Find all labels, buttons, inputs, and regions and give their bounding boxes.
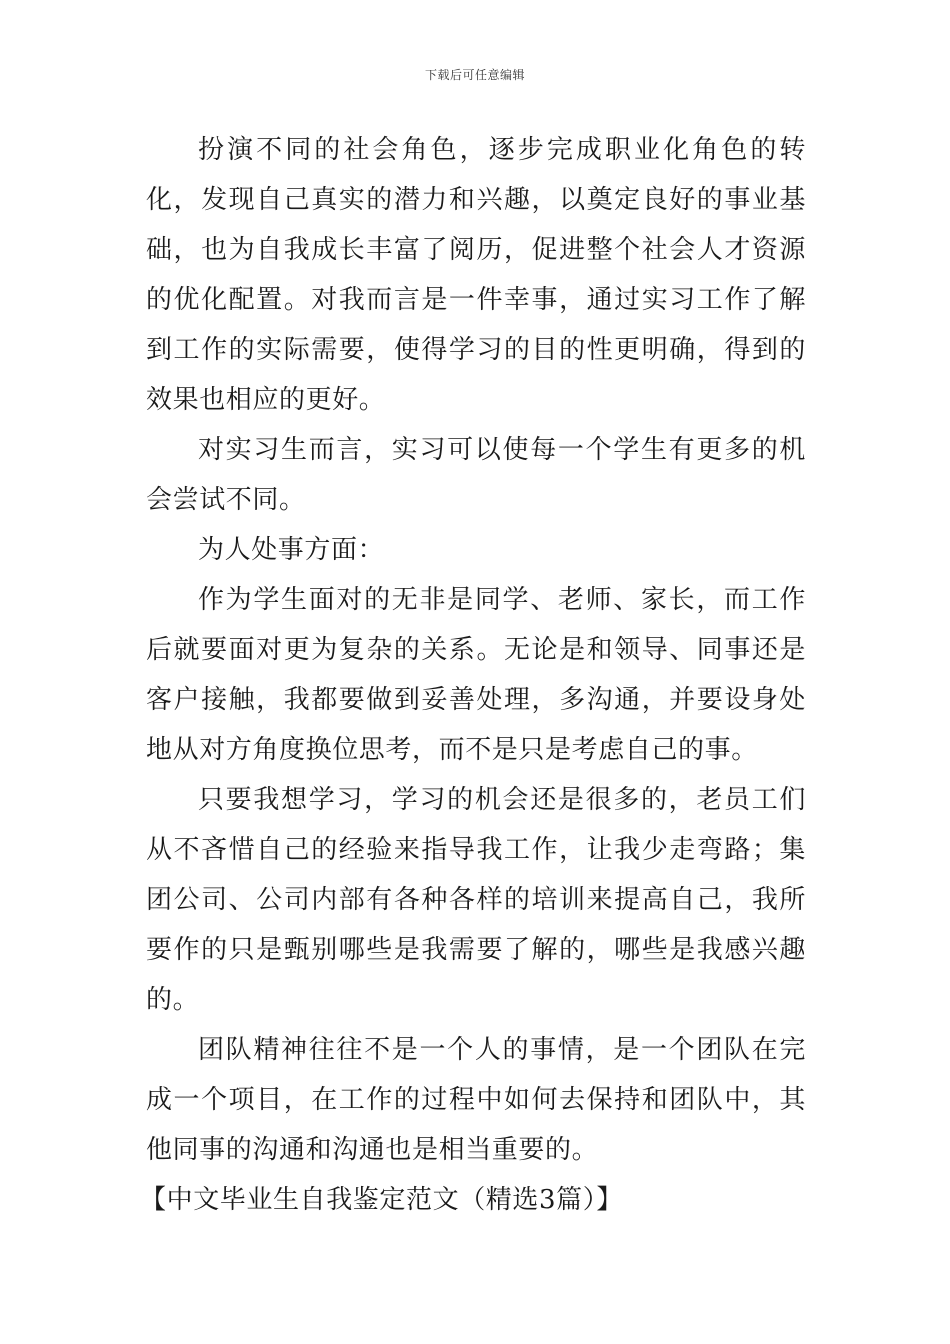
paragraph-relationships: 作为学生面对的无非是同学、老师、家长，而工作后就要面对更为复杂的关系。无论是和领导、同事还是客户接触，我都要做到妥善处理，多沟通，并要设身处地从对方角度换位思考，而不是只是考虑自己的事。 [146,585,806,765]
paragraph-teamwork: 团队精神往往不是一个人的事情，是一个团队在完成一个项目，在工作的过程中如何去保持和团队中，其他同事的沟通和沟通也是相当重要的。 [146,1035,806,1165]
paragraph-role-transition: 扮演不同的社会角色，逐步完成职业化角色的转化，发现自己真实的潜力和兴趣，以奠定良好的事业基础，也为自我成长丰富了阅历，促进整个社会人才资源的优化配置。对我而言是一件幸事，通过实习工作了解到工作的实际需要，使得学习的目的性更明确，得到的效果也相应的更好。 [146,135,806,415]
section-heading: 【中文毕业生自我鉴定范文（精选3篇）】 [140,1185,623,1215]
document-body [140,125,806,1225]
paragraph-learning: 只要我想学习，学习的机会还是很多的，老员工们从不吝惜自己的经验来指导我工作，让我少走弯路；集团公司、公司内部有各种各样的培训来提高自己，我所要作的只是甄别哪些是我需要了解的，哪些是我感兴趣的。 [146,785,806,1015]
paragraph-interpersonal-heading: 为人处事方面： [198,535,385,565]
header-note: 下载后可任意编辑 [424,68,525,82]
paragraph-internship-benefit: 对实习生而言，实习可以使每一个学生有更多的机会尝试不同。 [146,435,806,515]
